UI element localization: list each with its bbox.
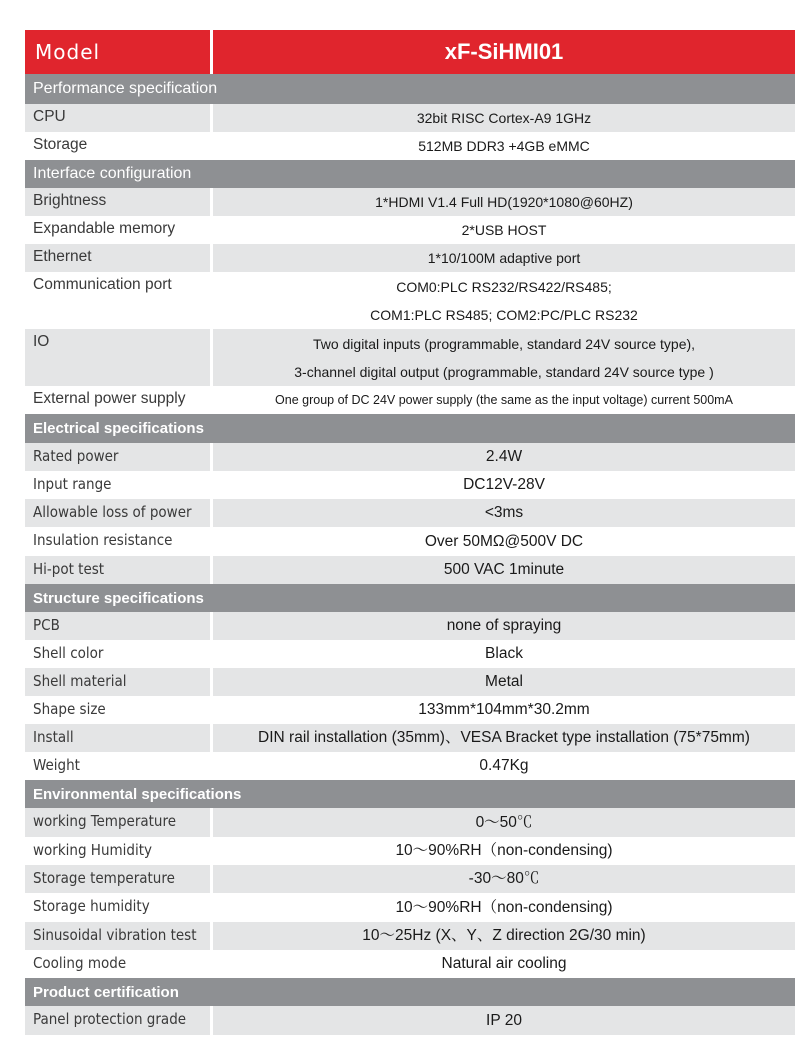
spec-label: Storage humidity	[33, 897, 150, 915]
spec-value-line: Two digital inputs (programmable, standard 24V source type),	[312, 335, 696, 352]
spec-row	[25, 132, 795, 160]
spec-value-line: 1*HDMI V1.4 Full HD(1920*1080@60HZ)	[375, 194, 633, 210]
model-value: xF-SiHMI01	[213, 30, 795, 74]
spec-row	[25, 865, 795, 893]
spec-row	[25, 724, 795, 752]
spec-row	[25, 272, 795, 329]
spec-value-line: Black	[485, 645, 523, 662]
spec-label: Rated power	[25, 443, 210, 471]
model-label: Model	[25, 30, 210, 74]
spec-value	[213, 865, 795, 893]
spec-label: External power supply	[33, 390, 186, 407]
spec-label: Brightness	[25, 188, 210, 216]
spec-label: Shell material	[25, 668, 210, 696]
spec-label: working Humidity	[33, 841, 153, 859]
spec-value	[213, 922, 795, 950]
spec-value-line: none of spraying	[446, 617, 562, 634]
spec-row	[25, 104, 795, 132]
spec-value-line: 10～90%RH（non-condensing)	[395, 842, 613, 859]
spec-label: Shape size	[33, 700, 106, 718]
spec-row	[25, 471, 795, 499]
spec-label: Cooling mode	[33, 954, 127, 972]
spec-value-line: COM0:PLC RS232/RS422/RS485;	[396, 278, 612, 295]
spec-value-line: 0～50℃	[475, 813, 533, 831]
spec-label: Shell color	[33, 644, 104, 662]
spec-row	[25, 1006, 795, 1035]
spec-label: Expandable memory	[33, 220, 176, 237]
spec-row	[25, 188, 795, 216]
spec-value-line: DC12V-28V	[463, 476, 545, 493]
spec-label: Input range	[33, 475, 112, 493]
spec-value	[213, 752, 795, 780]
section-header: Interface configuration	[25, 160, 795, 188]
spec-value	[213, 443, 795, 471]
spec-row	[25, 752, 795, 780]
spec-value	[213, 1006, 795, 1035]
spec-row	[25, 950, 795, 978]
spec-value-line: 32bit RISC Cortex-A9 1GHz	[416, 110, 592, 126]
spec-label: working Temperature	[25, 808, 210, 837]
section-header: Electrical specifications	[25, 414, 795, 443]
spec-label: CPU	[25, 104, 210, 132]
spec-row	[25, 386, 795, 414]
spec-label: IO	[25, 329, 210, 386]
spec-row	[25, 922, 795, 950]
spec-value	[213, 132, 795, 160]
spec-value-line: 1*10/100M adaptive port	[427, 250, 581, 266]
spec-value-line: Over 50MΩ@500V DC	[424, 532, 584, 550]
spec-value	[213, 272, 795, 329]
spec-value-line: 10～90%RH（non-condensing)	[395, 898, 613, 916]
spec-value	[213, 556, 795, 584]
spec-row	[25, 808, 795, 837]
spec-value	[213, 808, 795, 837]
spec-label: Communication port	[33, 276, 172, 293]
spec-label: Sinusoidal vibration test	[25, 922, 210, 950]
spec-row	[25, 556, 795, 584]
spec-value-line: Metal	[485, 673, 523, 690]
spec-value-line: <3ms	[484, 504, 524, 521]
spec-value-line: One group of DC 24V power supply (the same as the input voltage) current 500mA	[275, 393, 733, 407]
spec-label: Panel protection grade	[25, 1006, 210, 1035]
spec-label: Storage temperature	[25, 865, 210, 893]
spec-row	[25, 499, 795, 527]
spec-label: Weight	[33, 756, 80, 774]
spec-row	[25, 443, 795, 471]
spec-value-line: DIN rail installation (35mm)、VESA Bracket type installation (75*75mm)	[258, 729, 750, 746]
spec-label: Storage	[33, 136, 88, 153]
section-header: Performance specification	[25, 74, 795, 104]
spec-row	[25, 837, 795, 865]
spec-row	[25, 244, 795, 272]
spec-value	[213, 724, 795, 752]
spec-row	[25, 527, 795, 556]
spec-row	[25, 216, 795, 244]
spec-value	[213, 668, 795, 696]
spec-value	[213, 188, 795, 216]
spec-value	[213, 471, 795, 499]
spec-row	[25, 668, 795, 696]
spec-label: Allowable loss of power	[25, 499, 210, 527]
spec-row	[25, 696, 795, 724]
spec-value	[213, 216, 795, 244]
spec-value	[213, 837, 795, 865]
spec-label: Insulation resistance	[33, 531, 173, 549]
spec-value-line: Natural air cooling	[441, 955, 567, 972]
spec-value-line: COM1:PLC RS485; COM2:PC/PLC RS232	[370, 306, 638, 323]
spec-value-line: 2*USB HOST	[461, 222, 547, 238]
spec-value	[213, 386, 795, 414]
spec-value	[213, 499, 795, 527]
section-header: Product certification	[25, 978, 795, 1006]
spec-value	[213, 527, 795, 556]
spec-label: PCB	[25, 612, 210, 640]
spec-row	[25, 640, 795, 668]
spec-label: Install	[25, 724, 210, 752]
spec-table	[25, 30, 795, 1035]
spec-value-line: -30～80℃	[468, 870, 540, 887]
spec-value	[213, 244, 795, 272]
spec-label: Ethernet	[25, 244, 210, 272]
spec-label: Hi-pot test	[25, 556, 210, 584]
spec-value	[213, 696, 795, 724]
spec-row	[25, 893, 795, 922]
model-header	[25, 30, 795, 74]
spec-value-line: IP 20	[486, 1011, 522, 1029]
spec-value-line: 133mm*104mm*30.2mm	[418, 701, 590, 718]
spec-value-line: 10～25Hz (X、Y、Z direction 2G/30 min)	[362, 927, 646, 944]
spec-value	[213, 612, 795, 640]
spec-row	[25, 329, 795, 386]
spec-value-line: 500 VAC 1minute	[443, 561, 565, 578]
spec-value	[213, 893, 795, 922]
spec-value	[213, 950, 795, 978]
spec-value	[213, 640, 795, 668]
spec-value-line: 512MB DDR3 +4GB eMMC	[418, 138, 590, 154]
section-header: Structure specifications	[25, 584, 795, 612]
spec-value	[213, 329, 795, 386]
spec-value-line: 2.4W	[485, 448, 523, 465]
spec-value-line: 0.47Kg	[479, 757, 529, 774]
spec-value-line: 3-channel digital output (programmable, standard 24V source type )	[294, 363, 714, 380]
section-header: Environmental specifications	[25, 780, 795, 808]
spec-row	[25, 612, 795, 640]
spec-value	[213, 104, 795, 132]
